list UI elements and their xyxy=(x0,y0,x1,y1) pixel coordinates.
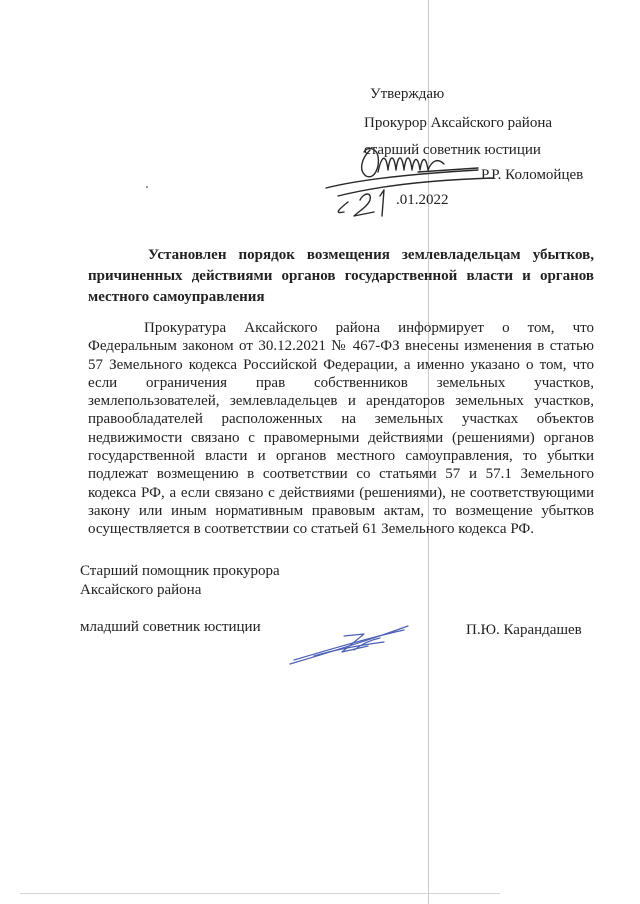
approver-position: Прокурор Аксайского района xyxy=(364,115,553,131)
approval-heading: Утверждаю xyxy=(370,86,445,102)
signer-position-line-1: Старший помощник прокурора xyxy=(80,563,280,579)
scan-edge-line xyxy=(20,893,500,894)
document-headline xyxy=(88,245,594,308)
document-body xyxy=(88,319,594,539)
signer-rank: младший советник юстиции xyxy=(80,619,261,635)
approver-name: Р.Р. Коломойцев xyxy=(481,167,584,183)
body-paragraph: Прокуратура Аксайского района информирует о том, что Федеральным законом от 30.12.2021 № 467-ФЗ внесены изменения в статью 57 Земельного кодекса Российской Федерации, а именно указано о том, что если ограничения прав собственников земельных участков, землепользователей, землевладельцев и арендаторов земельных участков, правообладателей расположенных на земельных участках объектов недвижимости связано с правомерными действиями (решениями) органов государственной власти и органов местного самоуправления, то убытки подлежат возмещению в соответствии со статьями 57 и 57.1 Земельного кодекса РФ, а если связано с действиями (решениями), не соответствующими закону или иным нормативным правовым актам, то возмещение убытков осуществляется в соответствии со статьей 61 Земельного кодекса РФ. xyxy=(88,320,594,538)
headline-text: Установлен порядок возмещения землевладельцам убытков, причиненных действиями органов государственной власти и органов местного самоуправления xyxy=(88,247,594,305)
approver-rank: старший советник юстиции xyxy=(364,142,541,158)
signer-position-line-2: Аксайского района xyxy=(80,582,202,598)
approval-date: .01.2022 xyxy=(396,192,449,208)
signer-position xyxy=(80,562,280,600)
signer-name: П.Ю. Карандашев xyxy=(466,622,582,638)
approver-signature xyxy=(318,140,498,220)
scan-speck xyxy=(146,186,148,188)
signer-signature xyxy=(284,616,414,672)
